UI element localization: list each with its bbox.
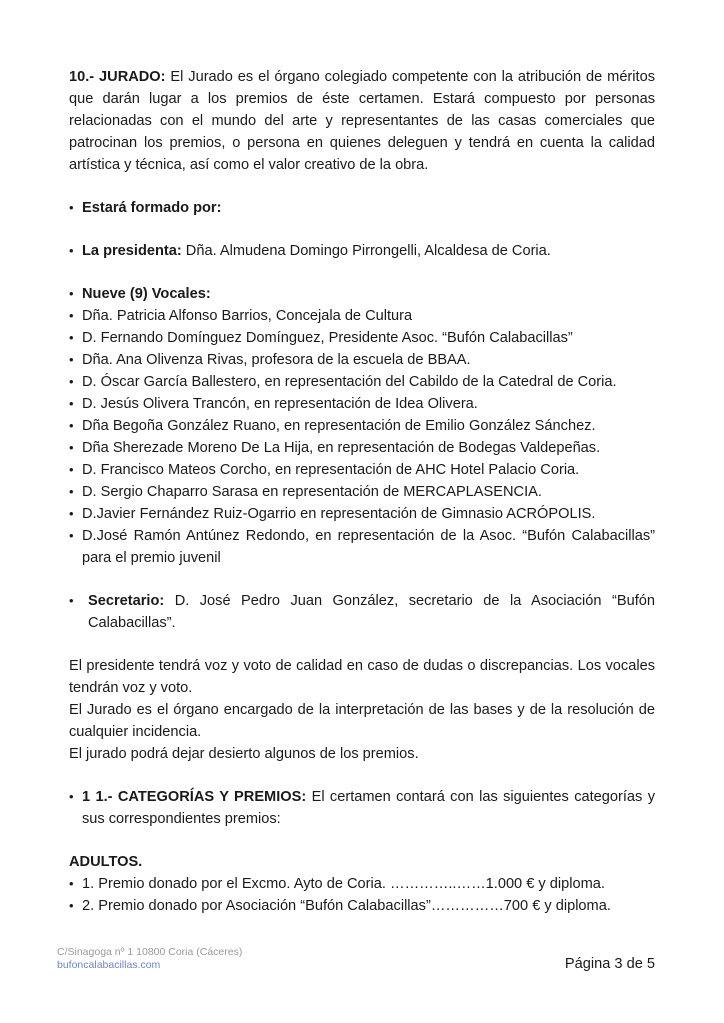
section-10-title: 10.- JURADO: xyxy=(69,69,166,85)
formed-by-item xyxy=(69,197,655,219)
section-10-text: El Jurado es el órgano colegiado competente con la atribución de méritos que darán lugar a los premios de éste certamen. Estará compuesto por personas relacionadas con el mundo del arte y representantes de las casas comerciales que patrocinan los premios, o persona en quienes deleguen y tendrá en cuenta la calidad artística y técnica, así como el valor creativo de la obra. xyxy=(69,69,656,173)
vocal-item: • Dña. Ana Olivenza Rivas, profesora de la escuela de BBAA. xyxy=(69,349,655,371)
prize-item: • 1. Premio donado por el Excmo. Ayto de Coria. …………..……1.000 € y diploma. xyxy=(69,873,655,895)
vocales-label: Nueve (9) Vocales: xyxy=(82,286,211,302)
secretary-item xyxy=(69,590,655,634)
vocal-item: • D. Fernando Domínguez Domínguez, Presidente Asoc. “Bufón Calabacillas” xyxy=(69,327,655,349)
president-text: Dña. Almudena Domingo Pirrongelli, Alcaldesa de Coria. xyxy=(181,243,551,259)
section-11-text: El certamen contará con las siguientes categorías y sus correspondientes premios: xyxy=(82,789,656,827)
paragraph-jury-role: El Jurado es el órgano encargado de la interpretación de las bases y de la resolución de cualquier incidencia. xyxy=(69,702,655,740)
vocales-heading xyxy=(69,283,655,305)
vocal-item: • Dña. Patricia Alfonso Barrios, Concejala de Cultura xyxy=(69,305,655,327)
secretary-text: D. José Pedro Juan González, secretario de la Asociación “Bufón Calabacillas”. xyxy=(88,593,655,631)
section-10-paragraph xyxy=(69,66,655,176)
vocal-item: • D.Javier Fernández Ruiz-Ogarrio en representación de Gimnasio ACRÓPOLIS. xyxy=(69,503,655,525)
vocal-item: • D. Jesús Olivera Trancón, en representación de Idea Olivera. xyxy=(69,393,655,415)
paragraph-president-vote: El presidente tendrá voz y voto de calidad en caso de dudas o discrepancias. Los vocales tendrán voz y voto. xyxy=(69,658,655,696)
secretary-label: Secretario: xyxy=(88,593,165,609)
prize-item: • 2. Premio donado por Asociación “Bufón Calabacillas”……………700 € y diploma. xyxy=(69,895,655,917)
page-number: Página 3 de 5 xyxy=(564,956,655,972)
document-body xyxy=(69,66,655,917)
vocal-item: • Dña Begoña González Ruano, en representación de Emilio González Sánchez. xyxy=(69,415,655,437)
vocal-item: • D.José Ramón Antúnez Redondo, en representación de la Asoc. “Bufón Calabacillas” para el premio juvenil xyxy=(69,525,655,569)
footer-address: C/Sinagoga nº 1 10800 Coria (Cáceres) xyxy=(57,946,243,958)
vocal-item: • D. Óscar García Ballestero, en representación del Cabildo de la Catedral de Coria. xyxy=(69,371,655,393)
president-item xyxy=(69,240,655,262)
vocal-item: • Dña Sherezade Moreno De La Hija, en representación de Bodegas Valdepeñas. xyxy=(69,437,655,459)
footer-address-block xyxy=(57,946,242,972)
president-label: La presidenta: xyxy=(82,243,182,259)
section-11-item xyxy=(69,786,655,830)
footer-website-link[interactable]: bufoncalabacillas.com xyxy=(57,959,161,971)
formed-by-label: Estará formado por: xyxy=(82,200,222,216)
section-11-label: 1 1.- CATEGORÍAS Y PREMIOS: xyxy=(82,789,307,805)
vocal-item: • D. Francisco Mateos Corcho, en representación de AHC Hotel Palacio Coria. xyxy=(69,459,655,481)
vocal-item: • D. Sergio Chaparro Sarasa en representación de MERCAPLASENCIA. xyxy=(69,481,655,503)
paragraph-jury-desert: El jurado podrá dejar desierto algunos de los premios. xyxy=(69,746,419,762)
adultos-heading: ADULTOS. xyxy=(69,854,143,870)
